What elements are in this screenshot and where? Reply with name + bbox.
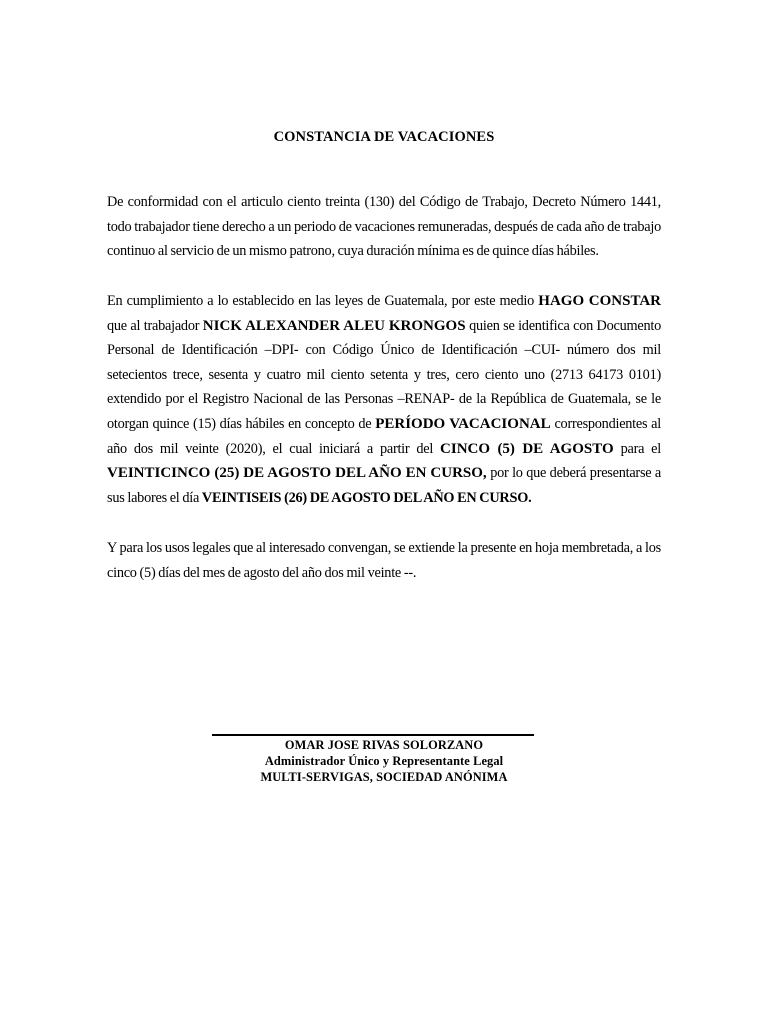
paragraph-legal-basis: De conformidad con el articulo ciento treinta (130) del Código de Trabajo, Decreto Número 1441, todo trabajador tiene derecho a un periodo de vacaciones remuneradas, después de cada año de trabajo continuo al servicio de un mismo patrono, cuya duración mínima es de quince días hábiles. (107, 194, 661, 260)
paragraph-certification (107, 289, 661, 510)
signatory-name: OMAR JOSE RIVAS SOLORZANO (284, 738, 484, 752)
start-date-bold: CINCO (5) DE AGOSTO (440, 440, 614, 457)
signature-line (212, 734, 534, 736)
return-date-bold: VEINTISEIS (26) DE AGOSTO DEL AÑO EN CURSO. (201, 489, 532, 506)
signatory-company: MULTI-SERVIGAS, SOCIEDAD ANÓNIMA (260, 770, 508, 784)
end-date-bold: VEINTICINCO (25) DE AGOSTO DEL AÑO EN CURSO, (107, 465, 487, 482)
paragraph-closing: Y para los usos legales que al interesado convengan, se extiende la presente en hoja membretada, a los cinco (5) días del mes de agosto del año dos mil veinte --. (107, 540, 661, 581)
signatory-position: Administrador Único y Representante Legal (264, 754, 504, 768)
document-title: CONSTANCIA DE VACACIONES (273, 129, 495, 145)
worker-name-bold: NICK ALEXANDER ALEU KRONGOS (202, 317, 466, 334)
hago-constar-bold: HAGO CONSTAR (538, 293, 661, 309)
vacation-period-bold: PERÍODO VACACIONAL (375, 415, 551, 432)
certification-text-5: para el (613, 440, 661, 457)
certification-text-1: En cumplimiento a lo establecido en las leyes de Guatemala, por este medio (107, 293, 539, 309)
certification-text-4: correspondientes al año dos mil veinte (2020), el cual iniciará a partir del (107, 415, 661, 457)
certification-text-2: que al trabajador (107, 317, 203, 334)
certification-text-6: por lo que deberá presentarse a sus labores el día (107, 465, 661, 506)
certification-text-3: quien se identifica con Documento Personal de Identificación –DPI- con Código Único de Identificación –CUI- número dos mil setecientos trece, sesenta y cuatro mil ciento setenta y tres, cero ciento uno (2713 64173 0101) extendido por el Registro Nacional de las Personas –RENAP- de la República de Guatemala, se le otorgan quince (15) días hábiles en concepto de (107, 317, 661, 432)
